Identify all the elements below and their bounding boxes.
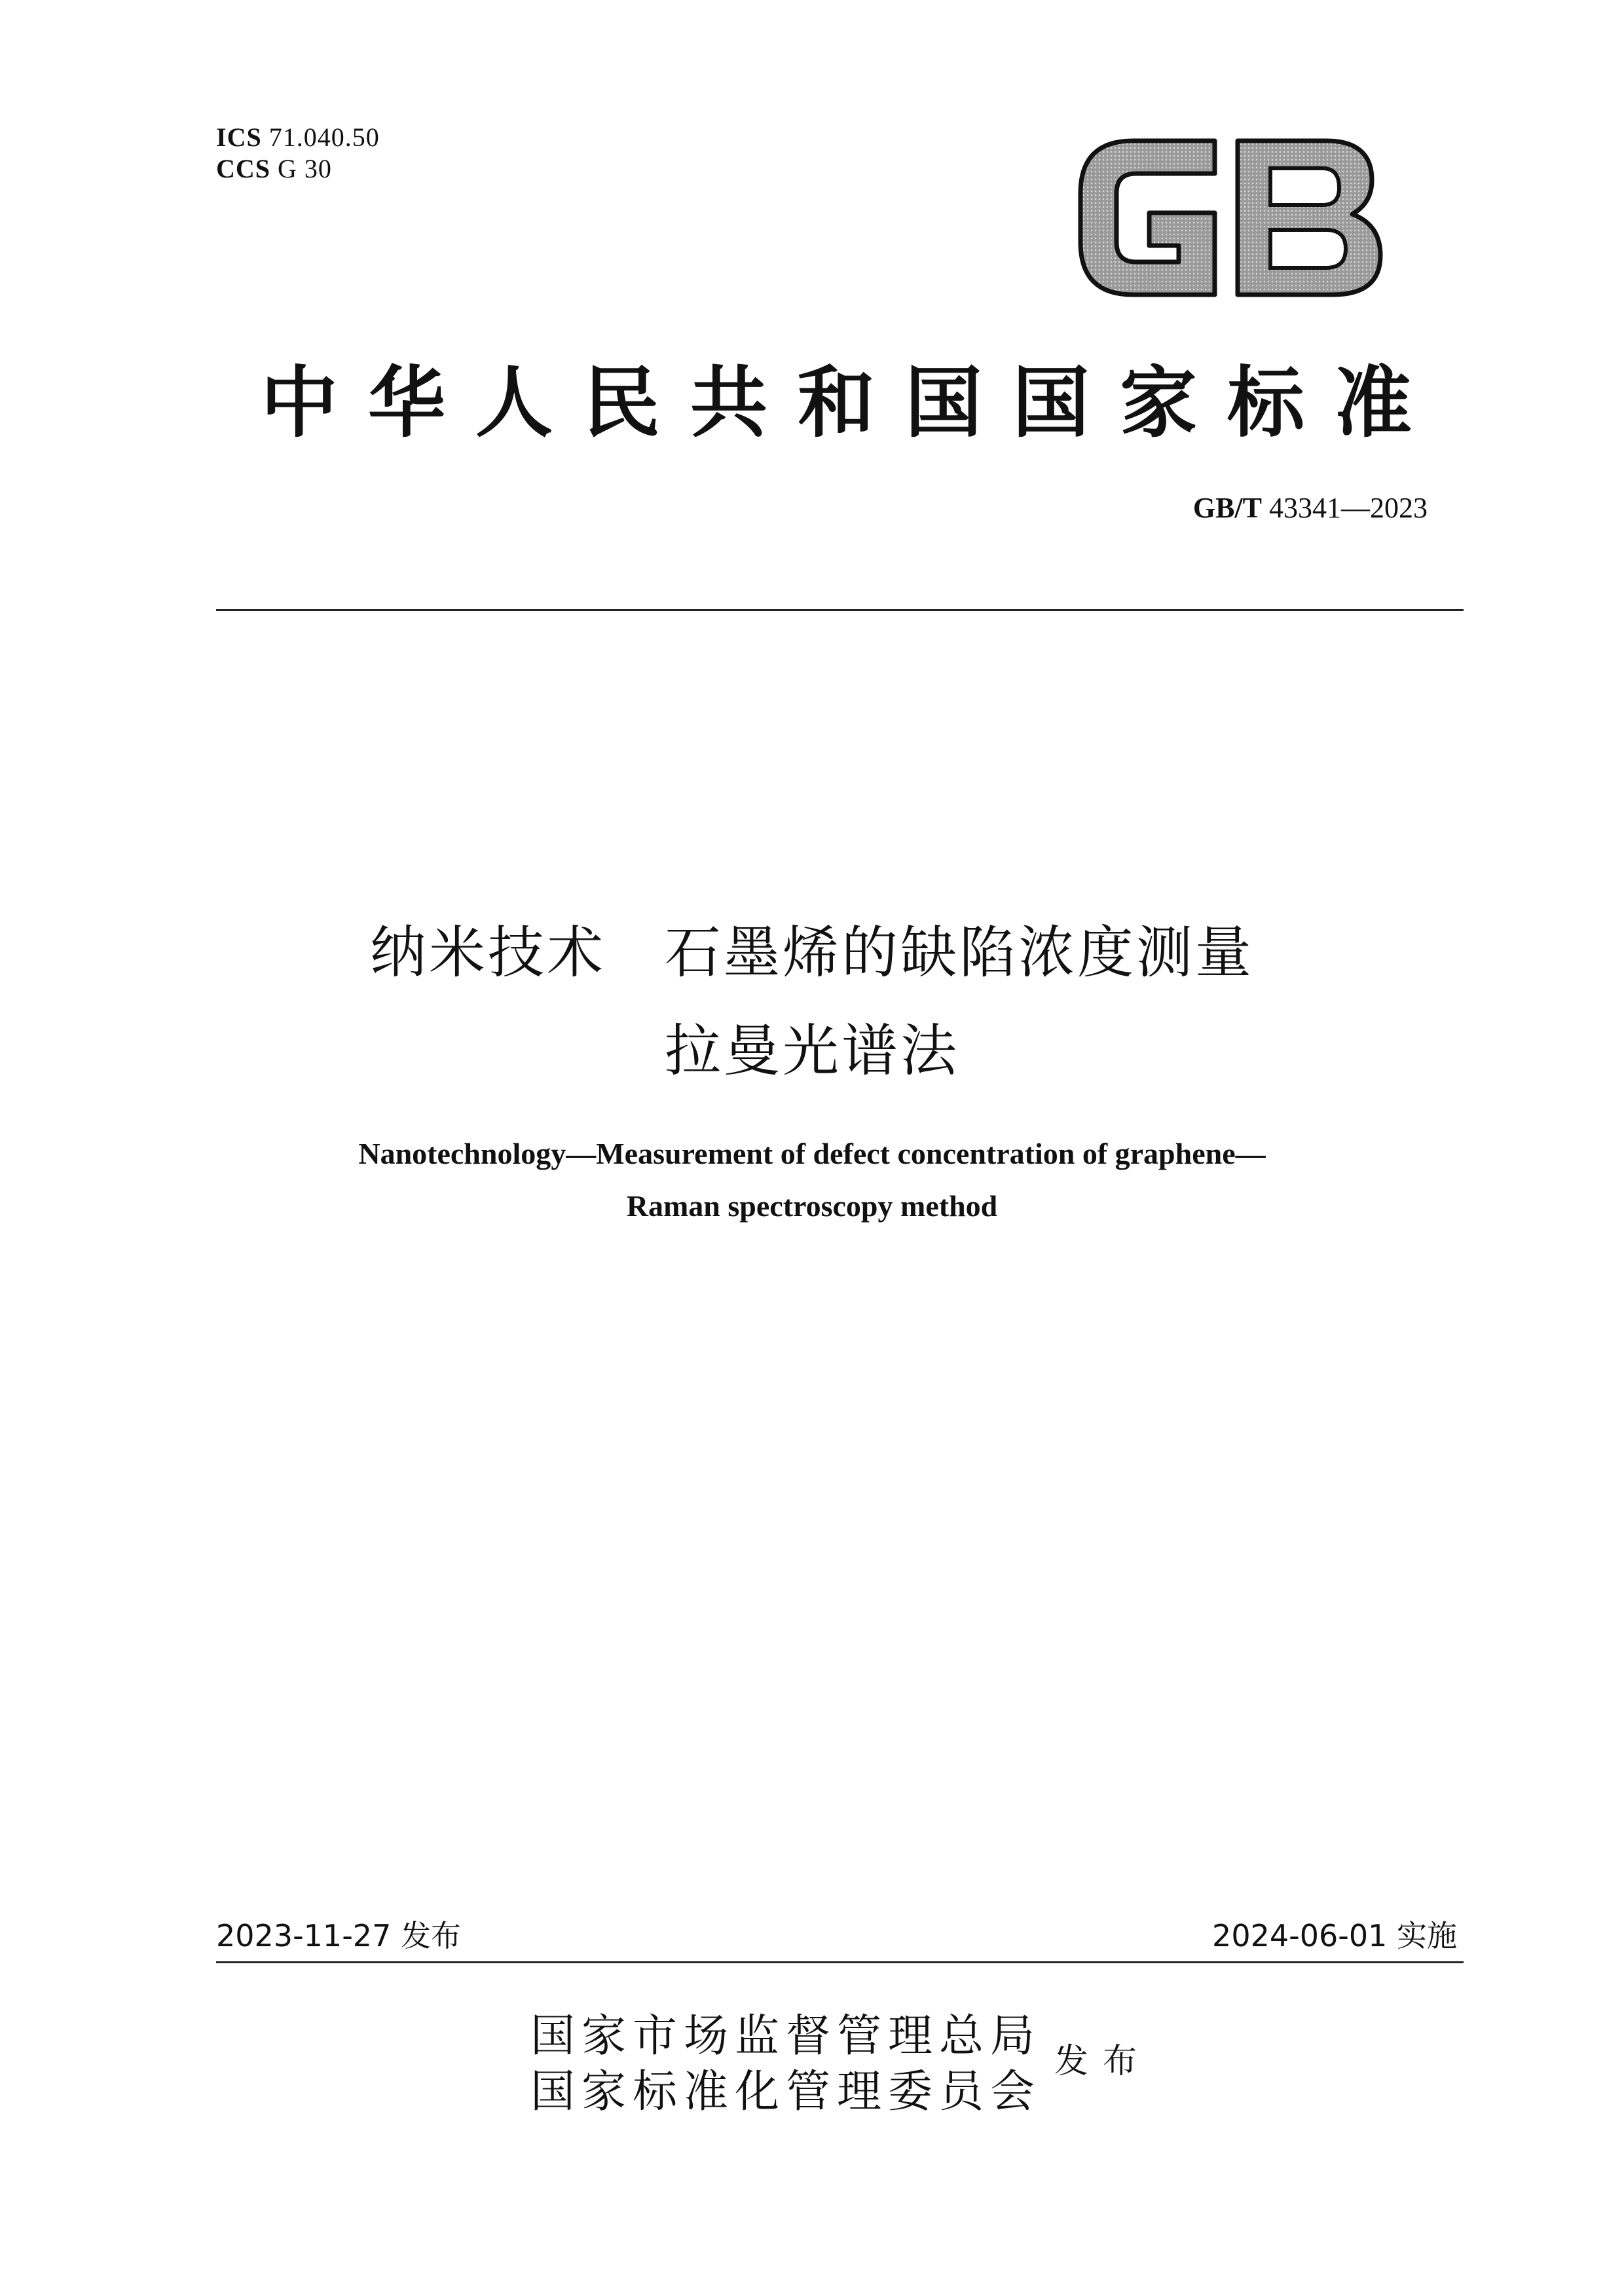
standard-number-prefix: GB/T	[1192, 492, 1262, 524]
bottom-divider	[216, 1961, 1464, 1963]
cn-title-subject: 石墨烯的缺陷浓度测量	[665, 920, 1254, 986]
ics-code	[216, 121, 380, 154]
en-title-line2: Raman spectroscopy method	[626, 1189, 998, 1223]
publish-label: 发布	[1054, 2042, 1152, 2081]
top-divider	[216, 609, 1464, 611]
publisher-samr: 国家市场监督管理总局	[530, 2010, 1042, 2062]
ccs-label: CCS	[216, 154, 271, 183]
standard-number	[1193, 491, 1428, 525]
standard-number-value: 43341—2023	[1269, 492, 1428, 524]
publisher-sac: 国家标准化管理委员会	[530, 2066, 1042, 2118]
cn-title-line1	[0, 907, 1624, 988]
ics-label: ICS	[216, 122, 262, 152]
en-title-line1: Nanotechnology—Measurement of defect concentration of graphene—	[358, 1137, 1266, 1170]
implementation-date: 2024-06-01 实施	[1212, 1918, 1457, 1953]
ccs-code	[216, 153, 332, 185]
issue-date: 2023-11-27 发布	[216, 1918, 461, 1953]
ics-value: 71.040.50	[268, 122, 380, 152]
standard-title: 中华人民共和国国家标准	[260, 357, 1442, 448]
ccs-value: G 30	[278, 154, 332, 183]
cn-title-topic: 纳米技术	[370, 920, 606, 986]
gb-logo	[1074, 134, 1388, 301]
cn-title-line2: 拉曼光谱法	[665, 1018, 959, 1084]
logo-text: GB	[1074, 134, 1075, 135]
